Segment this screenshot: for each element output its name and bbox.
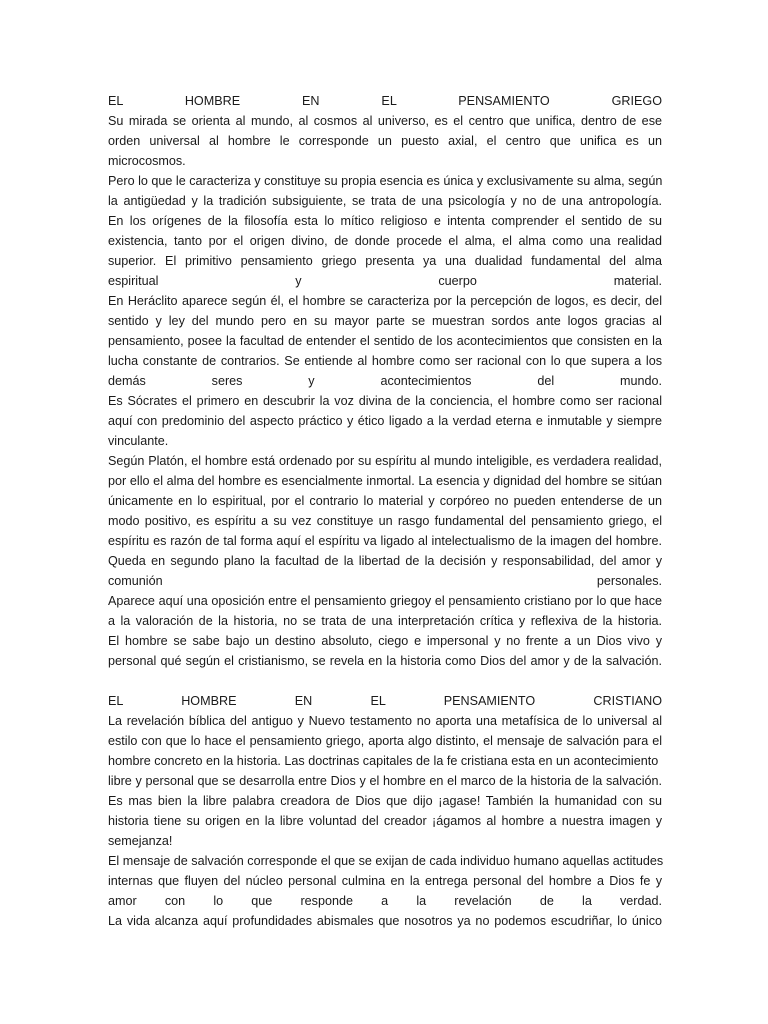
text-line: El mensaje de salvación corresponde el que se exijan de cada individuo humano aquellas actitudes: [108, 854, 664, 868]
text-line: La vida alcanza aquí profundidades abismales que nosotros ya no podemos escudriñar, lo único: [108, 914, 662, 928]
document-page: [108, 91, 662, 931]
text-line: En los orígenes de la filosofía esta lo mítico religioso e intenta comprender el sentido de su: [108, 214, 662, 228]
text-line: Queda en segundo plano la facultad de la libertad de la decisión y responsabilidad, del amor y: [108, 554, 662, 568]
text-line: semejanza!: [108, 834, 173, 848]
text-line: Es mas bien la libre palabra creadora de Dios que dijo ¡agase! También la humanidad con su: [108, 794, 662, 808]
text-line: EL HOMBRE EN EL PENSAMIENTO CRISTIANO: [108, 694, 662, 708]
text-line: internas que fluyen del núcleo personal culmina en la entrega personal del hombre a Dios fe y: [108, 874, 662, 888]
text-line: espíritu es razón de tal forma aquí el espíritu va ligado al intelectualismo de la imagen del hombre.: [108, 534, 662, 548]
text-line: orden universal al hombre le corresponde un puesto axial, el centro que unifica es un: [108, 134, 662, 148]
text-line: microcosmos.: [108, 154, 186, 168]
text-line: pensamiento, posee la facultad de entender el sentido de los acontecimientos que consisten en la: [108, 334, 662, 348]
text-line: por ello el alma del hombre es esencialmente inmortal. La esencia y dignidad del hombre se sitúan: [108, 474, 662, 488]
text-line: únicamente en lo espiritual, por el contrario lo material y corpóreo no pueden entenderse de un: [108, 494, 662, 508]
text-line: Es Sócrates el primero en descubrir la voz divina de la conciencia, el hombre como ser racional: [108, 394, 662, 408]
text-line: superior. El primitivo pensamiento griego presenta ya una dualidad fundamental del alma: [108, 254, 662, 268]
text-line: espiritual y cuerpo material.: [108, 274, 662, 288]
text-line: La revelación bíblica del antiguo y Nuevo testamento no aporta una metafísica de lo universal al: [108, 714, 662, 728]
text-line: Pero lo que le caracteriza y constituye su propia esencia es única y exclusivamente su alma, según: [108, 174, 663, 188]
text-line: a la valoración de la historia, no se trata de una interpretación crítica y reflexiva de la historia.: [108, 614, 662, 628]
text-line: aquí con predominio del aspecto práctico y ético ligado a la verdad eterna e inmutable y siempre: [108, 414, 662, 428]
text-line: Según Platón, el hombre está ordenado por su espíritu al mundo inteligible, es verdadera realidad,: [108, 454, 662, 468]
text-line: EL HOMBRE EN EL PENSAMIENTO GRIEGO: [108, 94, 662, 108]
text-line: vinculante.: [108, 434, 169, 448]
text-line: lucha constante de contrarios. Se entiende al hombre como ser racional con lo que supera a los: [108, 354, 662, 368]
text-line: personal qué según el cristianismo, se revela en la historia como Dios del amor y de la salvación.: [108, 654, 662, 668]
text-line: existencia, tanto por el origen divino, de donde procede el alma, el alma como una realidad: [108, 234, 662, 248]
text-line: comunión personales.: [108, 574, 662, 588]
text-line: historia tiene su origen en la libre voluntad del creador ¡ágamos al hombre a nuestra imagen y: [108, 814, 662, 828]
text-line: estilo con que lo hace el pensamiento griego, aporta algo distinto, el mensaje de salvación para el: [108, 734, 662, 748]
text-line: modo positivo, es espíritu a su vez constituye un rasgo fundamental del pensamiento griego, el: [108, 514, 662, 528]
text-line: amor con lo que responde a la revelación de la verdad.: [108, 894, 662, 908]
text-line: Su mirada se orienta al mundo, al cosmos al universo, es el centro que unifica, dentro de ese: [108, 114, 662, 128]
text-line: hombre concreto en la historia. Las doctrinas capitales de la fe cristiana esta en un acontecimiento: [108, 754, 659, 768]
text-line: libre y personal que se desarrolla entre Dios y el hombre en el marco de la historia de la salvación.: [108, 774, 662, 788]
text-line: El hombre se sabe bajo un destino absoluto, ciego e impersonal y no frente a un Dios vivo y: [108, 634, 662, 648]
blank-line: [108, 671, 662, 691]
text-line: demás seres y acontecimientos del mundo.: [108, 374, 662, 388]
text-line: Aparece aquí una oposición entre el pensamiento griegoy el pensamiento cristiano por lo que hace: [108, 594, 662, 608]
text-line: sentido y ley del mundo pero en su mayor parte se muestran sordos ante logos gracias al: [108, 314, 662, 328]
text-line: la antigüedad y la tradición subsiguiente, se trata de una psicología y no de una antropología.: [108, 194, 662, 208]
text-line: En Heráclito aparece según él, el hombre se caracteriza por la percepción de logos, es decir, del: [108, 294, 662, 308]
